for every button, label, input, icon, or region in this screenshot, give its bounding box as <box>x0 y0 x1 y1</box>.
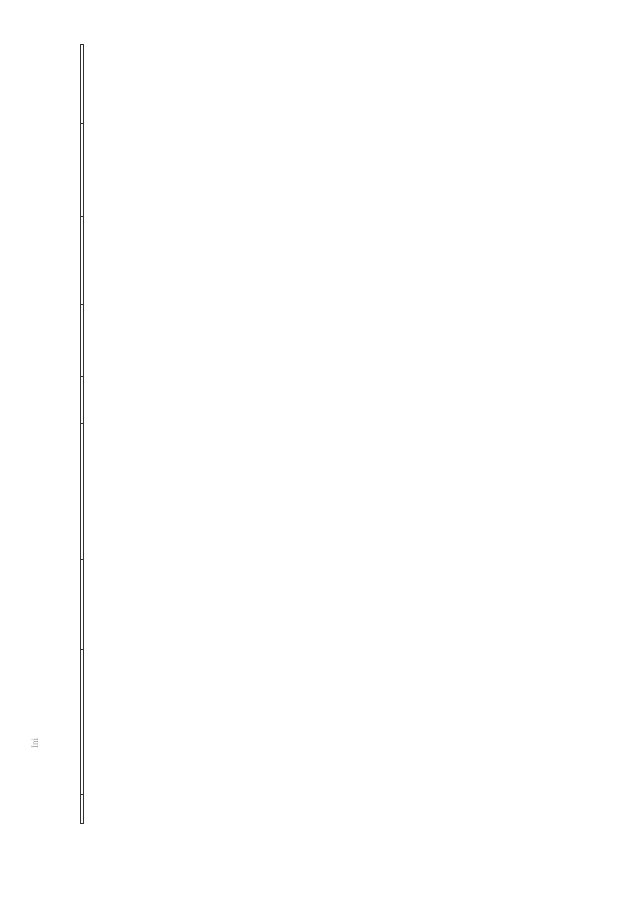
header-row <box>81 45 84 824</box>
header-cell <box>81 376 84 423</box>
header-cell <box>81 424 84 559</box>
header-cell <box>81 124 84 217</box>
header-cell <box>81 304 84 376</box>
budget-table <box>80 44 84 824</box>
margin-mark: Ini <box>30 738 40 748</box>
header-cell <box>81 794 84 823</box>
header-cell <box>81 216 84 304</box>
header-cell <box>81 650 84 795</box>
header-cell <box>81 45 84 124</box>
landscape-page <box>80 44 640 824</box>
table-wrapper <box>80 44 640 824</box>
header-cell <box>81 559 84 649</box>
